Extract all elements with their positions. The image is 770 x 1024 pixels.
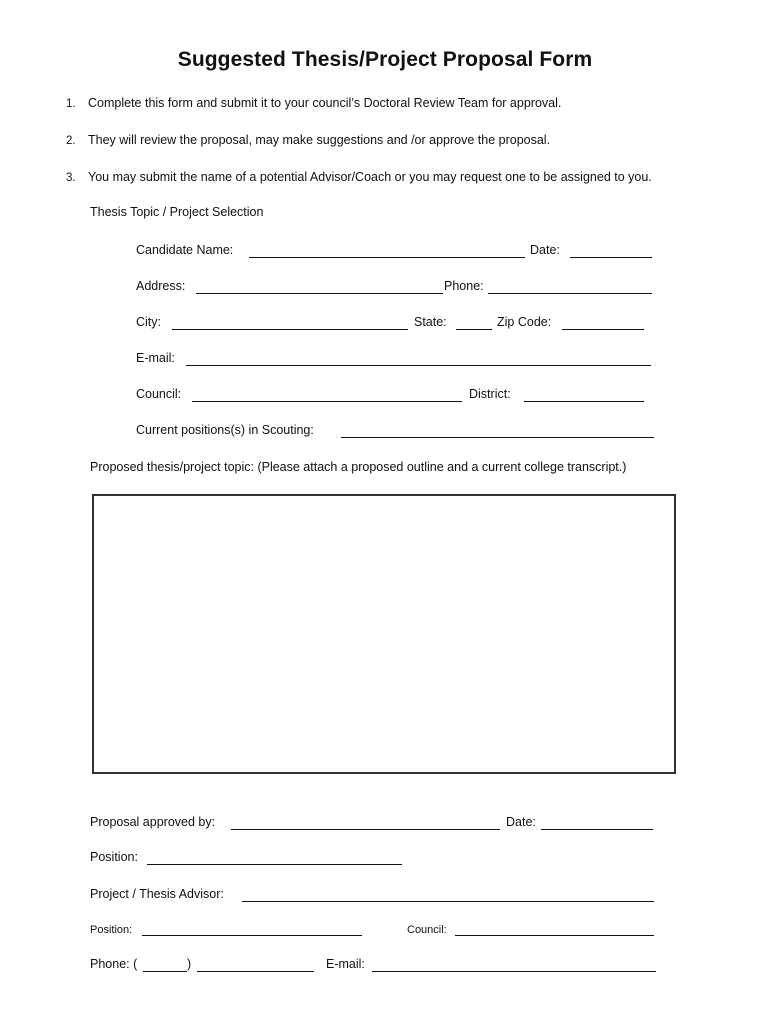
advisor-position-field[interactable] <box>142 935 362 936</box>
topic-textbox[interactable] <box>92 494 676 774</box>
city-field[interactable] <box>172 329 408 330</box>
approved-by-field[interactable] <box>231 829 500 830</box>
list-number: 1. <box>66 98 76 110</box>
area-code-field[interactable] <box>143 971 187 972</box>
positions-label: Current positions(s) in Scouting: <box>136 423 314 437</box>
list-number: 2. <box>66 135 76 147</box>
candidate-name-label: Candidate Name: <box>136 243 234 257</box>
state-field[interactable] <box>456 329 492 330</box>
section-heading: Thesis Topic / Project Selection <box>90 205 264 219</box>
advisor-field[interactable] <box>242 901 654 902</box>
advisor-email-label: E-mail: <box>326 957 365 971</box>
district-label: District: <box>469 387 511 401</box>
list-text: You may submit the name of a potential Advisor/Coach or you may request one to be assigned to you. <box>88 170 652 184</box>
list-text: They will review the proposal, may make suggestions and /or approve the proposal. <box>88 133 551 147</box>
phone-field[interactable] <box>488 293 652 294</box>
email-label: E-mail: <box>136 351 175 365</box>
date-field[interactable] <box>570 257 652 258</box>
advisor-email-field[interactable] <box>372 971 656 972</box>
list-text: Complete this form and submit it to your council’s Doctoral Review Team for approval. <box>88 96 562 110</box>
zip-field[interactable] <box>562 329 644 330</box>
position-label: Position: <box>90 850 138 864</box>
topic-label: Proposed thesis/project topic: (Please attach a proposed outline and a current college transcript.) <box>90 460 627 474</box>
date-label: Date: <box>530 243 560 257</box>
positions-field[interactable] <box>341 437 654 438</box>
approval-date-field[interactable] <box>541 829 653 830</box>
candidate-name-field[interactable] <box>249 257 525 258</box>
list-item <box>66 133 550 147</box>
advisor-council-label: Council: <box>407 924 447 936</box>
page-title: Suggested Thesis/Project Proposal Form <box>177 48 593 71</box>
advisor-position-label: Position: <box>90 924 133 936</box>
phone-paren-close: ) <box>187 957 192 971</box>
district-field[interactable] <box>524 401 644 402</box>
approved-by-label: Proposal approved by: <box>90 815 216 829</box>
address-field[interactable] <box>196 293 443 294</box>
phone-prefix-label: Phone: ( <box>90 957 138 971</box>
council-field[interactable] <box>192 401 462 402</box>
council-label: Council: <box>136 387 182 401</box>
city-label: City: <box>136 315 161 329</box>
email-field[interactable] <box>186 365 651 366</box>
list-item <box>66 170 652 184</box>
advisor-label: Project / Thesis Advisor: <box>90 887 224 901</box>
address-label: Address: <box>136 279 186 293</box>
advisor-council-field[interactable] <box>455 935 654 936</box>
advisor-phone-field[interactable] <box>197 971 314 972</box>
zip-label: Zip Code: <box>497 315 552 329</box>
position-field[interactable] <box>147 864 402 865</box>
list-item <box>66 96 561 110</box>
phone-label: Phone: <box>444 279 484 293</box>
list-number: 3. <box>66 172 76 184</box>
approval-date-label: Date: <box>506 815 536 829</box>
state-label: State: <box>414 315 447 329</box>
